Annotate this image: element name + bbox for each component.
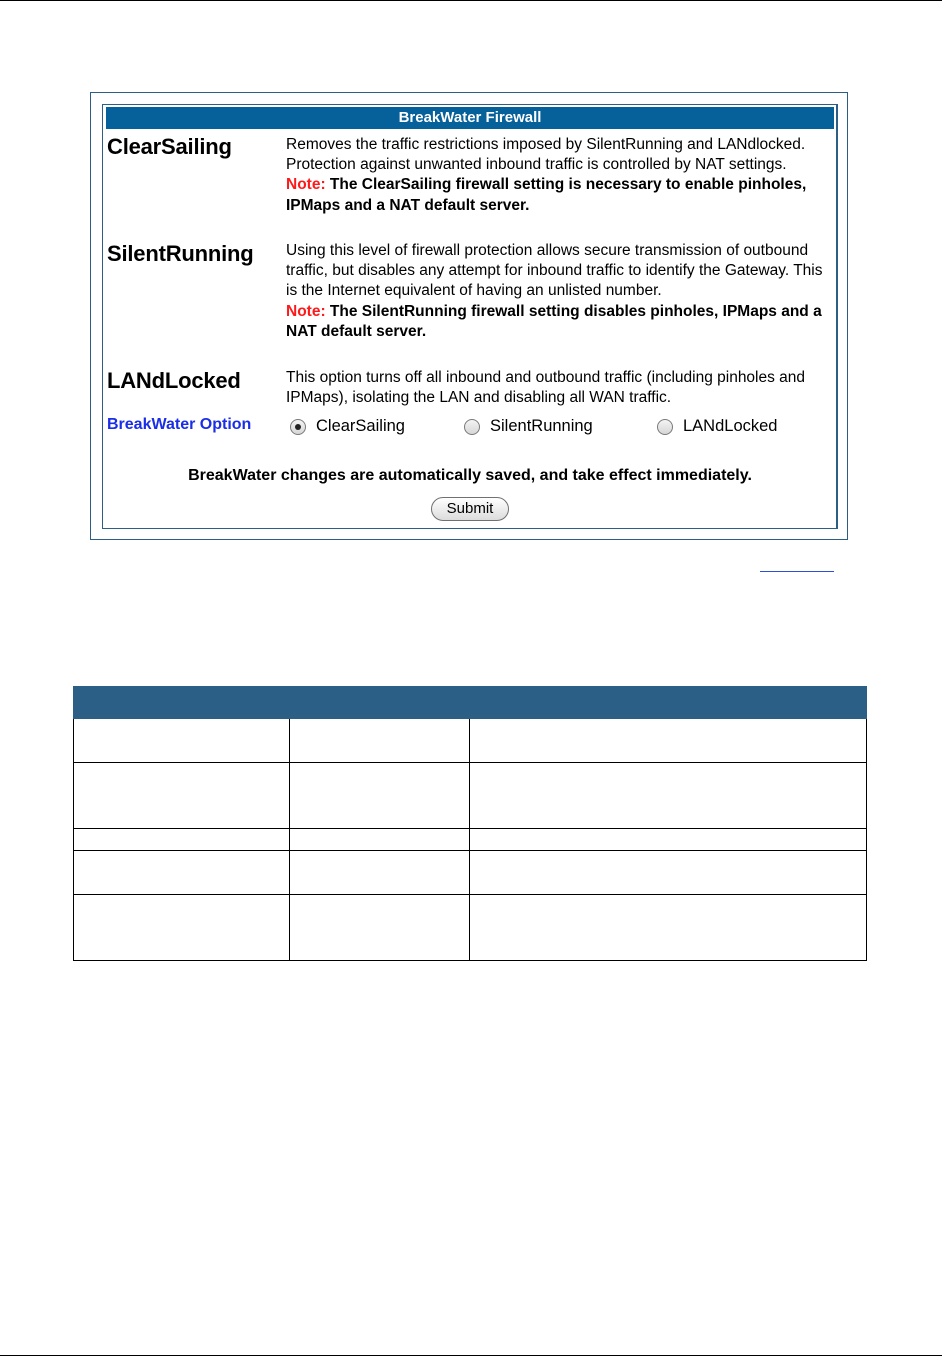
hyperlink-underline[interactable] (760, 571, 834, 572)
table-cell (74, 895, 290, 961)
radio-label: LANdLocked (683, 417, 778, 435)
option-name-silentrunning: SilentRunning (107, 241, 254, 266)
radio-checked-icon[interactable] (290, 419, 306, 435)
radio-unchecked-icon[interactable] (657, 419, 673, 435)
table-cell (74, 829, 290, 851)
option-desc-landlocked (286, 368, 834, 408)
bottom-rule (0, 1355, 942, 1356)
table-cell (470, 763, 867, 829)
table-header-cell (290, 687, 470, 719)
note-label: Note: (286, 302, 326, 320)
table-cell (290, 851, 470, 895)
option-desc-silentrunning (286, 241, 834, 342)
table-header-cell (470, 687, 867, 719)
table-cell (290, 829, 470, 851)
table-cell (290, 763, 470, 829)
note-text: The ClearSailing firewall setting is necessary to enable pinholes, IPMaps and a NAT default server. (286, 176, 807, 214)
submit-button[interactable]: Submit (431, 497, 509, 521)
top-rule (0, 0, 942, 1)
table-header-row (74, 687, 867, 719)
table-cell (74, 763, 290, 829)
option-name-clearsailing: ClearSailing (107, 134, 232, 159)
panel-title: BreakWater Firewall (106, 107, 834, 129)
table-row (74, 895, 867, 961)
table-row (74, 829, 867, 851)
table-cell (74, 851, 290, 895)
table-cell (470, 851, 867, 895)
option-desc-text: This option turns off all inbound and outbound traffic (including pinholes and IPMaps), isolating the LAN and disabling all WAN traffic. (286, 369, 806, 407)
note-label: Note: (286, 176, 326, 194)
table-cell (470, 829, 867, 851)
option-desc-text: Removes the traffic restrictions imposed by SilentRunning and LANdlocked. Protection against unwanted inbound traffic is controlled by NAT settings. (286, 136, 806, 174)
radio-unchecked-icon[interactable] (464, 419, 480, 435)
table-header-cell (74, 687, 290, 719)
table-row (74, 719, 867, 763)
radio-landlocked[interactable] (657, 417, 777, 436)
table-row (74, 763, 867, 829)
radio-clearsailing[interactable] (290, 417, 405, 436)
table-cell (470, 719, 867, 763)
radio-label: SilentRunning (490, 417, 593, 435)
parameter-table (73, 686, 867, 961)
radio-label: ClearSailing (316, 417, 405, 435)
table-cell (290, 895, 470, 961)
option-desc-text: Using this level of firewall protection allows secure transmission of outbound traffic, but disables any attempt for inbound traffic to identify the Gateway. This is the Internet equivalent of having an unlisted number. (286, 242, 823, 300)
table-row (74, 851, 867, 895)
table-cell (470, 895, 867, 961)
option-desc-clearsailing (286, 135, 834, 216)
saved-message: BreakWater changes are automatically saved, and take effect immediately. (188, 467, 752, 484)
table-cell (74, 719, 290, 763)
radio-silentrunning[interactable] (464, 417, 593, 436)
option-name-landlocked: LANdLocked (107, 368, 241, 393)
note-text: The SilentRunning firewall setting disables pinholes, IPMaps and a NAT default server. (286, 302, 822, 340)
breakwater-option-label: BreakWater Option (107, 416, 252, 433)
table-cell (290, 719, 470, 763)
